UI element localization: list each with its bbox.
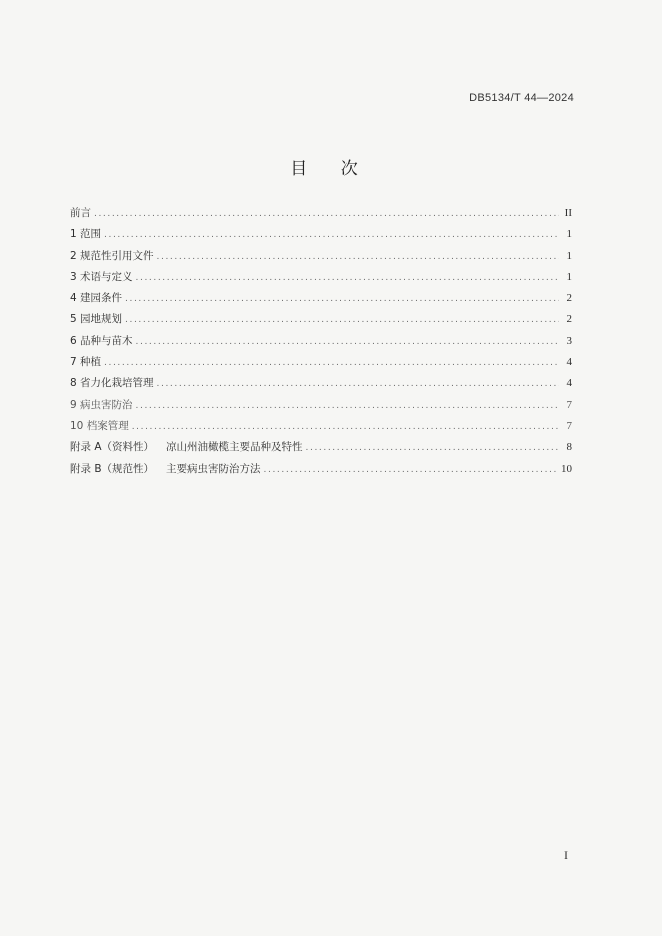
page-number: I [564, 848, 568, 862]
toc-leader-dots [125, 315, 559, 325]
toc-annex-title: 主要病虫害防治方法 [166, 462, 261, 475]
toc-entry-label: 4 建园条件 [70, 292, 123, 305]
toc-annex-title: 凉山州油橄榄主要品种及特性 [166, 441, 303, 454]
toc-entry-foreword[interactable] [70, 205, 572, 226]
toc-leader-dots [132, 422, 559, 432]
toc-entry-page: 4 [566, 356, 572, 369]
toc-entry-cultivation-management[interactable] [70, 375, 572, 396]
toc-entry-label: 前言 [70, 207, 91, 219]
toc-entry-annex-a[interactable] [70, 439, 572, 460]
toc-entry-page: 7 [566, 419, 572, 432]
toc-entry-label: 5 园地规划 [70, 313, 123, 326]
toc-entry-page: 2 [566, 313, 572, 326]
toc-entry-page: 2 [566, 292, 572, 305]
toc-entry-label: 附录 B（规范性） [70, 462, 155, 475]
toc-entry-label: 6 品种与苗木 [70, 334, 133, 347]
toc-leader-dots [94, 209, 559, 219]
document-code: DB5134/T 44—2024 [469, 92, 574, 104]
toc-leader-dots [157, 379, 559, 389]
toc-entry-page: 1 [566, 228, 572, 241]
toc-entry-label: 3 术语与定义 [70, 270, 133, 283]
toc-entry-annex-b[interactable] [70, 461, 572, 482]
toc-entry-label: 8 省力化栽培管理 [70, 377, 154, 390]
toc-entry-page: 3 [566, 334, 572, 347]
toc-entry-page: 10 [561, 462, 572, 475]
toc-entry-varieties-seedlings[interactable] [70, 333, 572, 354]
toc-leader-dots [104, 358, 559, 368]
toc-entry-orchard-conditions[interactable] [70, 290, 572, 311]
toc-entry-orchard-planning[interactable] [70, 311, 572, 332]
toc-leader-dots [157, 252, 559, 262]
toc-entry-page: 4 [566, 377, 572, 390]
table-of-contents [70, 205, 572, 482]
toc-entry-page: 7 [566, 398, 572, 411]
toc-entry-terms-definitions[interactable] [70, 269, 572, 290]
toc-leader-dots [104, 230, 559, 240]
toc-leader-dots [136, 401, 559, 411]
toc-entry-records-management[interactable] [70, 418, 572, 439]
toc-entry-label: 9 病虫害防治 [70, 398, 133, 411]
toc-entry-normative-references[interactable] [70, 248, 572, 269]
toc-entry-label: 附录 A（资料性） [70, 441, 155, 454]
toc-title: 目 次 [290, 159, 372, 179]
toc-leader-dots [306, 443, 559, 453]
toc-leader-dots [136, 337, 559, 347]
toc-entry-page: 1 [566, 270, 572, 283]
toc-entry-label: 1 范围 [70, 228, 102, 241]
toc-entry-pest-control[interactable] [70, 397, 572, 418]
toc-entry-label: 10 档案管理 [70, 419, 129, 432]
toc-entry-page: 1 [566, 249, 572, 262]
toc-entry-page: II [564, 207, 572, 219]
toc-entry-scope[interactable] [70, 226, 572, 247]
toc-entry-page: 8 [566, 441, 572, 454]
toc-entry-label: 7 种植 [70, 356, 102, 369]
toc-leader-dots [264, 465, 558, 475]
toc-entry-planting[interactable] [70, 354, 572, 375]
toc-leader-dots [125, 294, 559, 304]
toc-entry-label: 2 规范性引用文件 [70, 249, 154, 262]
toc-leader-dots [136, 273, 559, 283]
